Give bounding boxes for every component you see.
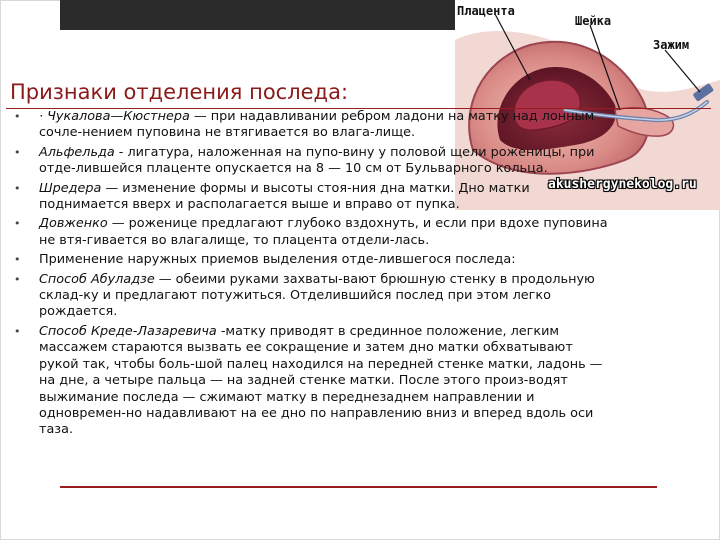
sign-name: Шредера <box>39 180 102 196</box>
label-placenta: Плацента <box>457 4 515 18</box>
site-watermark: akushergynekolog.ru <box>548 177 697 192</box>
bullet-icon: • <box>14 181 21 195</box>
slide-title: Признаки отделения последа: <box>10 80 349 104</box>
sign-name: · Чукалова—Кюстнера <box>39 109 190 124</box>
list-item <box>14 181 614 214</box>
sign-name: Способ Креде-Лазаревича <box>39 323 217 339</box>
list-item <box>14 272 614 321</box>
bullet-icon: • <box>14 253 21 267</box>
bullet-icon: • <box>14 145 21 159</box>
sign-description: — при надавливании ребром ладони на матку над лонным сочле-нением пуповина не втягивается во влага-лище. <box>39 109 595 141</box>
bottom-divider <box>60 486 657 488</box>
sign-description: — изменение формы и высоты стоя-ния дна матки. Дно матки поднимается вверх и располагается выше и вправо от пупка. <box>39 180 530 213</box>
bullet-icon: • <box>14 324 21 338</box>
bullet-icon: • <box>14 110 21 123</box>
list-item <box>14 216 614 249</box>
list-item <box>14 145 614 178</box>
sign-description: — обеими руками захваты-вают брюшную стенку в продольную склад-ку и предлагают потужиться. Отделившийся послед при этом легко рождается. <box>39 271 595 320</box>
list-item <box>14 324 614 439</box>
signs-list <box>14 109 614 442</box>
sign-name: Альфельда <box>39 144 115 160</box>
bullet-icon: • <box>14 272 21 286</box>
sign-name: Способ Абуладзе <box>39 271 155 287</box>
sign-description: — роженице предлагают глубоко вздохнуть, и если при вдохе пуповина не втя-гивается во влагалище, то плацента отдели-лась. <box>39 216 608 248</box>
bullet-icon: • <box>14 217 21 231</box>
label-clamp: Зажим <box>653 38 690 52</box>
label-cervix: Шейка <box>575 14 612 28</box>
sign-description: -матку приводят в срединное положение, легким массажем стараются вызвать ее сокращение и затем дно матки обхватывают рукой так, чтобы боль-шой палец находился на передней стенке матки, ладонь — на дне, а четыре пальца — на задней стенке матки. После этого произ-водят выжимание последа — сжимают матку в переднезаднем направлении и одновремен-но надавливают на ее дно по направлению вниз и вперед вдоль оси таза. <box>39 323 603 438</box>
sign-description: Применение наружных приемов выделения отде-лившегося последа: <box>39 252 516 268</box>
list-item <box>14 252 614 268</box>
sign-description: - лигатура, наложенная на пупо-вину у половой щели роженицы, при отде-лившейся плаценте опускается на 8 — 10 см от Бульварного кольца. <box>39 144 595 177</box>
list-item <box>14 109 614 142</box>
sign-name: Довженко <box>39 216 108 232</box>
